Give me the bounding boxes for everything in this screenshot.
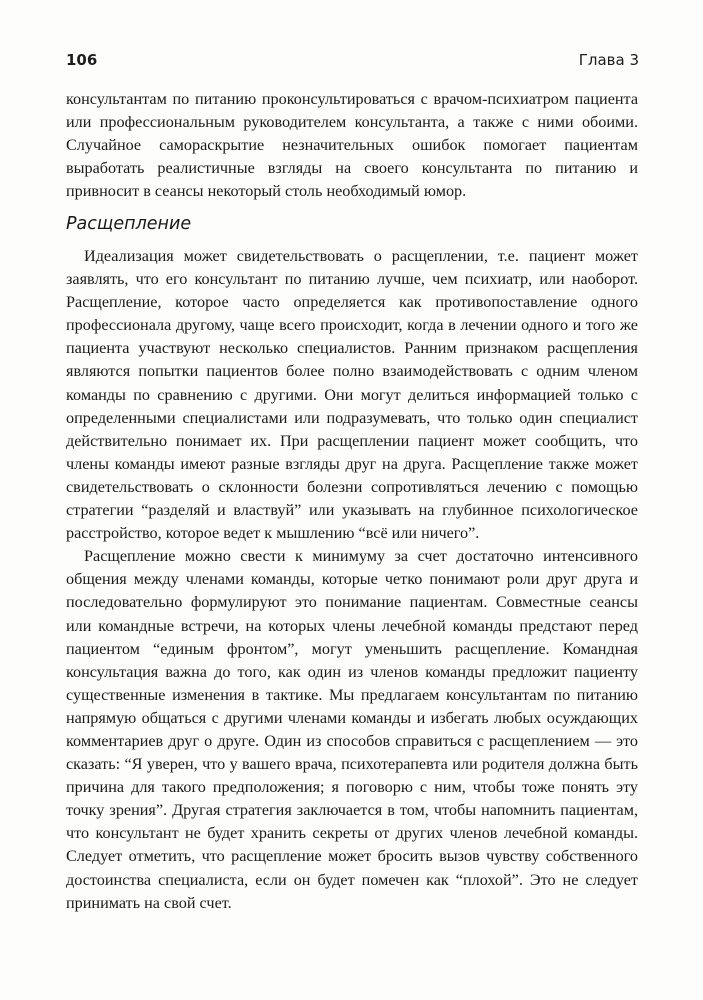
intro-paragraph: консультантам по питанию проконсультироваться с врачом-психиатром пациента или профессиональным руководителем консультанта, а также с ними обоими. Случайное самораскрытие незначительных ошибок помогает пациентам выработать реалистичные взгляды на своего консультанта по питанию и привносит в сеансы некоторый столь необходимый юмор. (66, 90, 638, 201)
page-number: 106 (66, 51, 98, 69)
running-head (66, 51, 639, 73)
chapter-label: Глава 3 (578, 51, 639, 69)
section-body (66, 245, 638, 915)
body-paragraph-2: Расщепление можно свести к минимуму за счет достаточно интенсивного общения между членами команды, которые четко понимают роли друг друга и последовательно формулируют это понимание пациентам. Совместные сеансы или командные встречи, на которых члены лечебной команды предстают перед пациентом “единым фронтом”, могут уменьшить расщепление. Командная консультация важна до того, как один из членов команды предложит пациенту существенные изменения в тактике. Мы предлагаем консультантам по питанию напрямую общаться с другими членами команды и избегать любых осуждающих комментариев друг о друге. Один из способов справиться с расщеплением — это сказать: “Я уверен, что у вашего врача, психотерапевта или родителя должна быть причина для такого предположения; я поговорю с ним, чтобы тоже понять эту точку зрения”. Другая стратегия заключается в том, чтобы напомнить пациентам, что консультант не будет хранить секреты от других членов лечебной команды. Следует отметить, что расщепление может бросить вызов чувству собственного достоинства специалиста, если он будет помечен как “плохой”. Это не следует принимать на свой счет. (66, 547, 638, 912)
intro-text-block (66, 88, 638, 203)
body-paragraph-1: Идеализация может свидетельствовать о расщеплении, т.е. пациент может заявлять, что его консультант по питанию лучше, чем психиатр, или наоборот. Расщепление, которое часто определяется как противопоставление одного профессионала другому, чаще всего происходит, когда в лечении одного и того же пациента участвуют несколько специалистов. Ранним признаком расщепления являются попытки пациентов более полно взаимодействовать с одним членом команды по сравнению с другими. Они могут делиться информацией только с определенными специалистами или подразумевать, что только один специалист действительно понимает их. При расщеплении пациент может сообщить, что члены команды имеют разные взгляды друг на друга. Расщепление также может свидетельствовать о склонности болезни сопротивляться лечению с помощью стратегии “разделяй и властвуй” или указывать на глубинное психологическое расстройство, которое ведет к мышлению “всё или ничего”. (66, 247, 638, 543)
section-title: Расщепление (66, 214, 192, 234)
